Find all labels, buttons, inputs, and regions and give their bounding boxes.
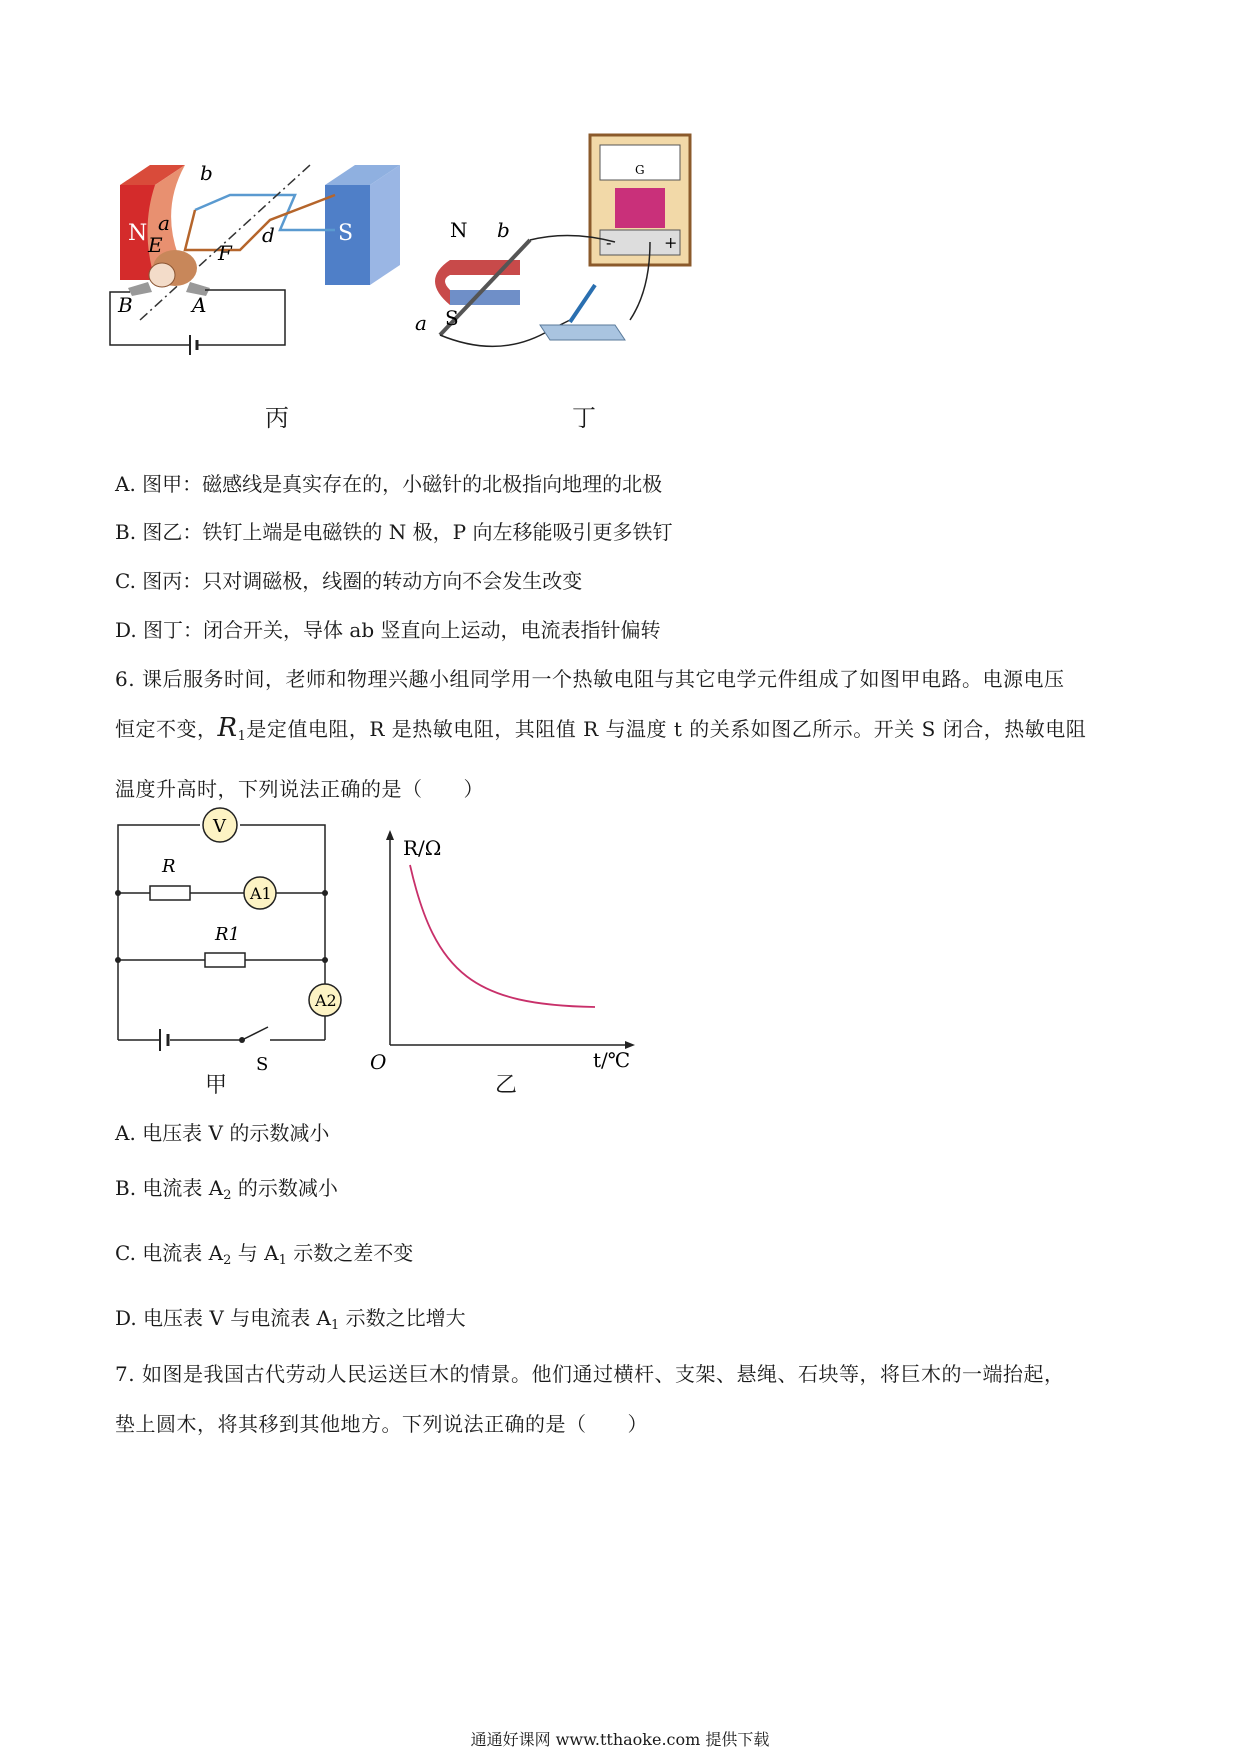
ammeter-a2-label: A2 xyxy=(315,991,337,1010)
q6-stem-line2 xyxy=(115,713,1086,744)
node xyxy=(115,890,121,896)
switch-contact xyxy=(239,1037,245,1043)
label-b: b xyxy=(200,161,213,185)
wire-v-left xyxy=(118,825,200,893)
coil-side-d xyxy=(185,195,335,250)
q6-c-mid: 与 A xyxy=(231,1241,279,1265)
label-brush-b: B xyxy=(118,293,133,317)
n-label: N xyxy=(128,221,148,246)
q6-option-c xyxy=(115,1237,413,1268)
q6-c-pre: C. 电流表 A xyxy=(115,1241,224,1265)
commutator-end xyxy=(149,263,175,287)
ding-a-label: a xyxy=(415,311,427,335)
switch-lever xyxy=(570,285,595,322)
ammeter-a1-label: A1 xyxy=(250,884,272,903)
q6-d-post: 示数之比增大 xyxy=(339,1306,466,1330)
caption-jia: 甲 xyxy=(205,1073,228,1098)
s-magnet-side xyxy=(370,165,400,285)
galvanometer-magnet xyxy=(615,188,665,228)
caption-yi: 乙 xyxy=(495,1073,518,1098)
resistance-curve xyxy=(410,865,595,1007)
horseshoe-magnet-s xyxy=(450,290,520,305)
q6-d-sub: 1 xyxy=(331,1318,340,1333)
r1-symbol: R xyxy=(217,713,238,743)
ding-s-label: S xyxy=(445,306,459,330)
x-axis-label: t/℃ xyxy=(593,1048,631,1072)
y-axis-arrow xyxy=(386,830,394,840)
page-footer: 通通好课网 www.tthaoke.com 提供下载 xyxy=(470,1730,770,1749)
label-r1: R1 xyxy=(215,924,241,945)
q6-option-b xyxy=(115,1172,338,1203)
caption-ding: 丁 xyxy=(572,404,596,432)
terminal-minus: - xyxy=(606,233,612,252)
q6-line2-post: 是定值电阻，R 是热敏电阻，其阻值 R 与温度 t 的关系如图乙所示。开关 S 闭合，热敏电阻 xyxy=(246,717,1087,741)
r1-subscript: 1 xyxy=(237,729,247,744)
figure-jia-circuit xyxy=(110,805,350,1095)
node xyxy=(322,890,328,896)
resistor-r1 xyxy=(205,953,245,967)
voltmeter-label: V xyxy=(213,816,226,837)
q6-c-post: 示数之差不变 xyxy=(286,1241,414,1265)
figure-yi-graph xyxy=(365,825,635,1075)
q6-option-d xyxy=(115,1302,466,1333)
ding-n-label: N xyxy=(450,218,468,242)
q6-option-a: A. 电压表 V 的示数减小 xyxy=(115,1121,330,1145)
figure-bing-motor xyxy=(100,150,420,430)
switch-blade xyxy=(242,1027,268,1040)
node xyxy=(322,957,328,963)
label-d: d xyxy=(262,223,275,247)
q6-b-post: 的示数减小 xyxy=(231,1176,338,1200)
q6-stem-line1: 6. 课后服务时间，老师和物理兴趣小组同学用一个热敏电阻与其它电学元件组成了如图甲电路。电源电压 xyxy=(115,667,1065,691)
q5-option-a: A. 图甲：磁感线是真实存在的，小磁针的北极指向地理的北极 xyxy=(115,472,663,496)
switch-base xyxy=(540,325,625,340)
circuit-wire-right xyxy=(197,290,285,345)
q6-c-sub2: 1 xyxy=(278,1253,287,1268)
label-a: a xyxy=(158,211,170,235)
q7-stem-line1: 7. 如图是我国古代劳动人民运送巨木的情景。他们通过横杆、支架、悬绳、石块等，将巨木的一端抬起， xyxy=(115,1362,1065,1386)
q7-stem-line2: 垫上圆木，将其移到其他地方。下列说法正确的是（ ） xyxy=(115,1412,648,1436)
s-label: S xyxy=(338,221,354,246)
label-e: E xyxy=(148,233,163,257)
galvanometer-label: G xyxy=(635,163,645,177)
label-switch-s: S xyxy=(256,1054,269,1075)
q5-option-b: B. 图乙：铁钉上端是电磁铁的 N 极，P 向左移能吸引更多铁钉 xyxy=(115,520,673,544)
q6-line2-pre: 恒定不变， xyxy=(115,717,218,741)
q6-stem-line3: 温度升高时，下列说法正确的是（ ） xyxy=(115,777,484,801)
q5-option-d: D. 图丁：闭合开关，导体 ab 竖直向上运动，电流表指针偏转 xyxy=(115,618,661,642)
q5-option-c: C. 图丙：只对调磁极，线圈的转动方向不会发生改变 xyxy=(115,569,583,593)
q6-c-sub1: 2 xyxy=(223,1253,232,1268)
origin-label: O xyxy=(370,1050,387,1074)
label-r: R xyxy=(162,856,176,877)
ding-b-label: b xyxy=(497,218,510,242)
figure-ding-induction xyxy=(415,130,700,390)
node xyxy=(115,957,121,963)
label-brush-a: A xyxy=(192,293,207,317)
terminal-plus: + xyxy=(664,233,678,252)
caption-bing: 丙 xyxy=(265,404,289,432)
q6-d-pre: D. 电压表 V 与电流表 A xyxy=(115,1306,331,1330)
q6-b-pre: B. 电流表 A xyxy=(115,1176,224,1200)
resistor-r xyxy=(150,886,190,900)
q6-b-sub: 2 xyxy=(223,1188,232,1203)
label-f: F xyxy=(218,241,232,265)
y-axis-label: R/Ω xyxy=(403,836,442,860)
